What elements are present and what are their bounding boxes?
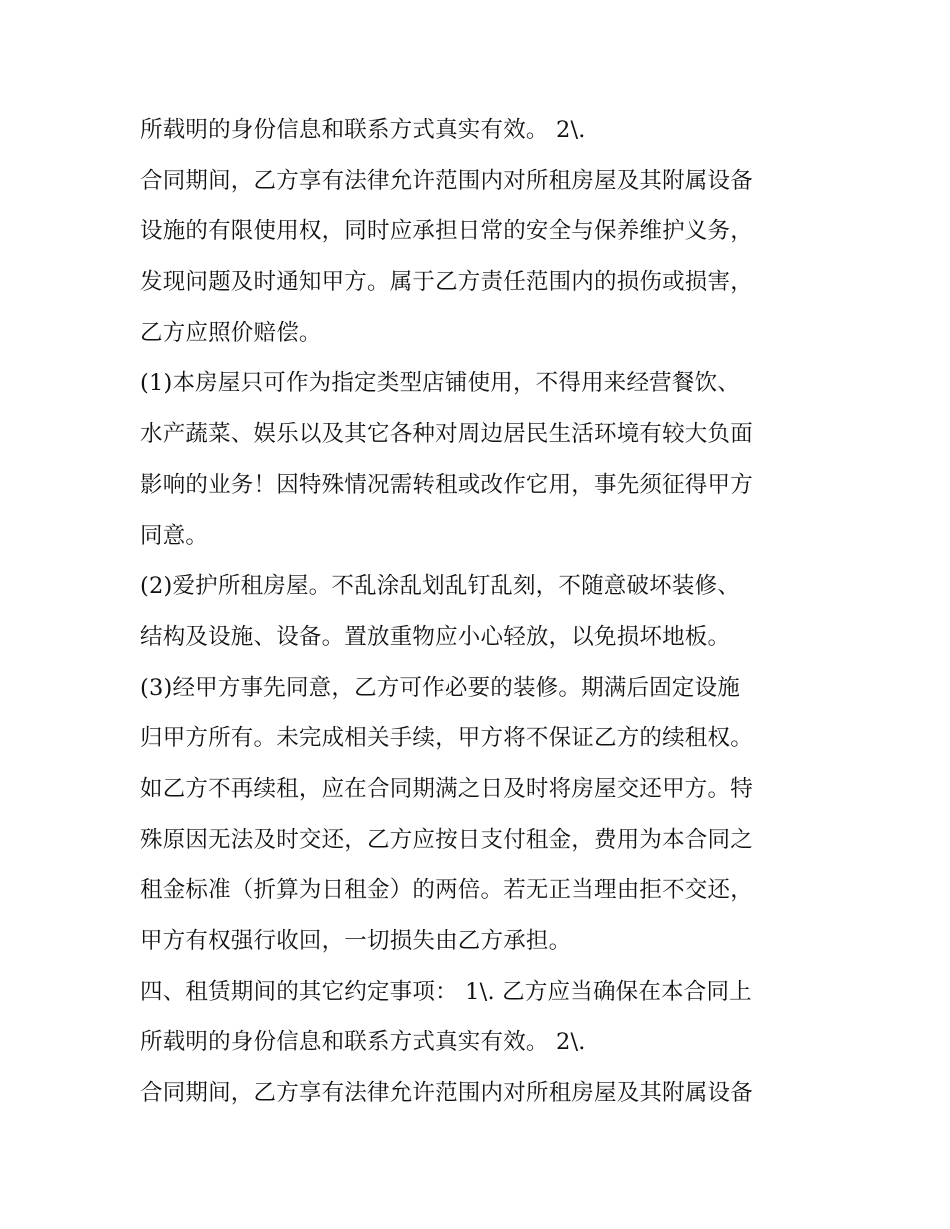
- text-line: 殊原因无法及时交还，乙方应按日支付租金，费用为本合同之: [140, 826, 753, 853]
- text-line: 归甲方所有。未完成相关手续，甲方将不保证乙方的续租权。: [140, 725, 753, 752]
- text-line: 结构及设施、设备。置放重物应小心轻放，以免损坏地板。: [140, 623, 731, 650]
- text-line: 四、租赁期间的其它约定事项： 1\. 乙方应当确保在本合同上: [140, 978, 752, 1005]
- text-line: 水产蔬菜、娱乐以及其它各种对周边居民生活环境有较大负面: [140, 421, 753, 448]
- text-line: 影响的业务！因特殊情况需转租或改作它用，事先须征得甲方: [140, 471, 753, 498]
- text-line: 合同期间，乙方享有法律允许范围内对所租房屋及其附属设备: [140, 167, 753, 194]
- text-line: 合同期间，乙方享有法律允许范围内对所租房屋及其附属设备: [140, 1080, 753, 1107]
- text-line: 租金标准（折算为日租金）的两倍。若无正当理由拒不交还，: [140, 877, 753, 904]
- text-line: 如乙方不再续租，应在合同期满之日及时将房屋交还甲方。特: [140, 775, 753, 802]
- text-line: (1)本房屋只可作为指定类型店铺使用，不得用来经营餐饮、: [140, 370, 740, 397]
- text-line: 同意。: [140, 522, 209, 549]
- text-line: 乙方应照价赔偿。: [140, 319, 322, 346]
- document-body: [140, 105, 820, 1119]
- text-line: 设施的有限使用权，同时应承担日常的安全与保养维护义务，: [140, 218, 753, 245]
- text-line: 发现问题及时通知甲方。属于乙方责任范围内的损伤或损害，: [140, 269, 753, 296]
- text-line: 甲方有权强行收回，一切损失由乙方承担。: [140, 928, 572, 954]
- text-line: 所载明的身份信息和联系方式真实有效。 2\.: [140, 1029, 586, 1056]
- text-line: (3)经甲方事先同意，乙方可作必要的装修。期满后固定设施: [140, 674, 740, 701]
- text-line: (2)爱护所租房屋。不乱涂乱划乱钉乱刻，不随意破坏装修、: [140, 573, 740, 600]
- text-line: 所载明的身份信息和联系方式真实有效。 2\.: [140, 117, 586, 143]
